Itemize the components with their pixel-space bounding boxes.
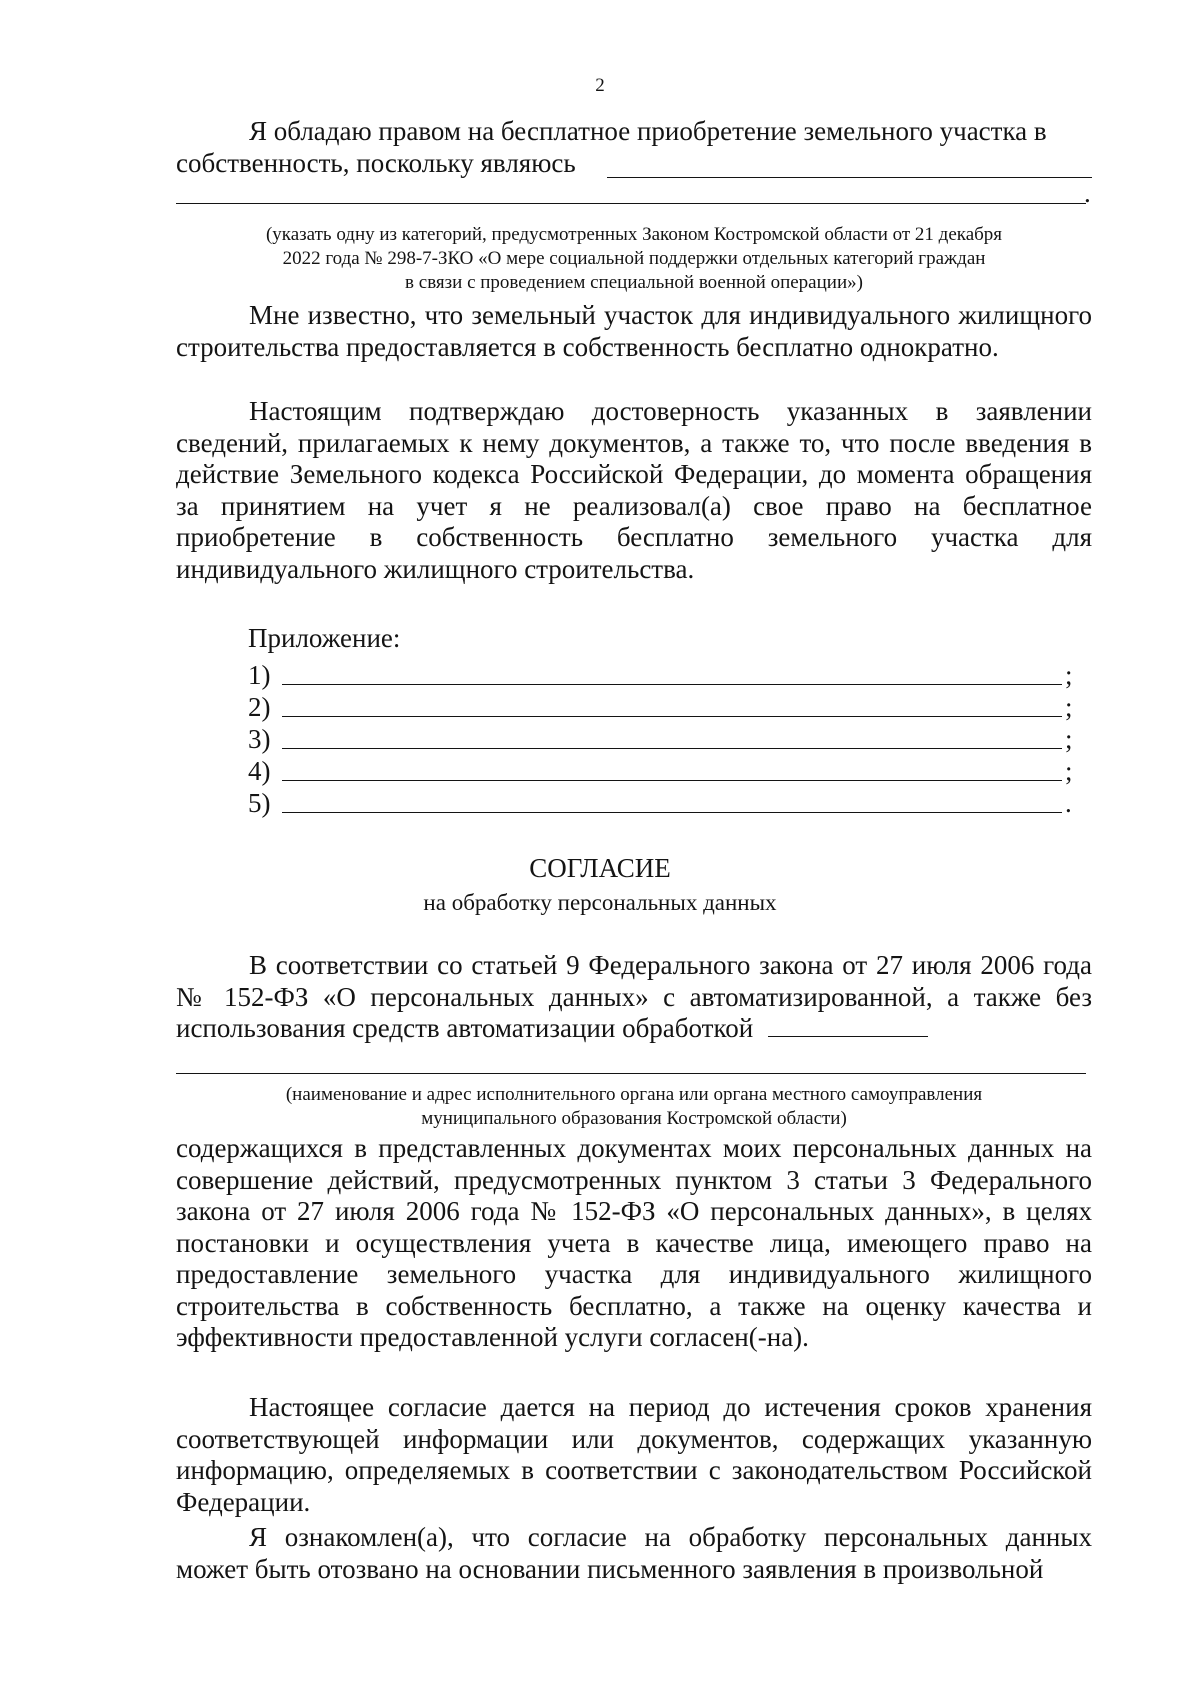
category-note-line-3: в связи с проведением специальной военной операции») (405, 272, 863, 293)
attachment-punct: ; (1065, 660, 1073, 690)
authority-note (176, 1083, 1092, 1131)
consent-title: СОГЛАСИЕ (529, 853, 671, 883)
attachment-row-3 (248, 724, 1078, 755)
authority-blank-1[interactable] (768, 1014, 928, 1037)
paragraph-once-only: Мне известно, что земельный участок для индивидуального жилищного строительства предоставляется в собственность бесплатно однократно. (176, 300, 1092, 362)
authority-blank-2[interactable] (176, 1073, 1086, 1074)
attachment-row-1 (248, 660, 1078, 691)
attachment-row-4 (248, 756, 1078, 787)
attachment-number: 1) (248, 660, 271, 690)
consent-paragraph-3: Настоящее согласие дается на период до истечения сроков хранения соответствующей информации или документов, содержащих указанную информацию, определяемых в соответствии с законодательством Российской Федерации. (176, 1392, 1092, 1517)
paragraph-confirmation: Настоящим подтверждаю достоверность указанных в заявлении сведений, прилагаемых к нему документов, а также то, что после введения в действие Земельного кодекса Российской Федерации, до момента обращения за принятием на учет я не реализовал(а) свое право на бесплатное приобретение в собственность бесплатно земельного участка для индивидуального жилищного строительства. (176, 396, 1092, 584)
attachment-row-2 (248, 692, 1078, 723)
consent-paragraph-1 (176, 950, 1092, 1045)
attachment-blank[interactable] (282, 684, 1062, 685)
attachment-row-5 (248, 788, 1078, 819)
category-note-line-1: (указать одну из категорий, предусмотренных Законом Костромской области от 21 декабря (265, 224, 1003, 245)
consent-paragraph-2: содержащихся в представленных документах моих персональных данных на совершение действий, предусмотренных пунктом 3 статьи 3 Федерального закона от 27 июля 2006 года № 152-ФЗ «О персональных данных», в целях постановки и осуществления учета в качестве лица, имеющего право на предоставление земельного участка для индивидуального жилищного строительства в собственность бесплатно, а также на оценку качества и эффективности предоставленной услуги согласен(-на). (176, 1133, 1092, 1352)
attachment-blank[interactable] (282, 748, 1062, 749)
attachment-punct: ; (1065, 724, 1073, 754)
authority-note-line-2: муниципального образования Костромской области) (421, 1108, 847, 1129)
attachment-number: 2) (248, 692, 271, 722)
attachment-number: 3) (248, 724, 271, 754)
attachment-blank[interactable] (282, 716, 1062, 717)
consent-subtitle: на обработку персональных данных (423, 890, 777, 915)
authority-note-line-1: (наименование и адрес исполнительного органа или органа местного самоуправления (285, 1084, 983, 1105)
category-note (176, 223, 1092, 295)
attachment-number: 4) (248, 756, 271, 786)
attachment-punct: ; (1065, 692, 1073, 722)
intro-line-2: собственность, поскольку являюсь (176, 147, 576, 178)
category-blank-end: . (1084, 178, 1091, 208)
category-blank-1[interactable] (607, 155, 1092, 178)
intro-line-2-row (176, 148, 1092, 180)
attachments-title: Приложение: (248, 623, 401, 653)
attachment-punct: ; (1065, 756, 1073, 786)
intro-statement (176, 116, 1092, 179)
intro-line-1: Я обладаю правом на бесплатное приобретение земельного участка в (249, 116, 1047, 146)
attachment-blank[interactable] (282, 812, 1062, 813)
consent-paragraph-4: Я ознакомлен(а), что согласие на обработку персональных данных может быть отозвано на основании письменного заявления в произвольной (176, 1522, 1092, 1584)
attachment-number: 5) (248, 788, 271, 818)
consent-paragraph-1-text: В соответствии со статьей 9 Федерального закона от 27 июля 2006 года № 152-ФЗ «О персональных данных» с автоматизированной, а также без использования средств автоматизации обработкой (176, 950, 1092, 1043)
category-blank-2[interactable] (176, 203, 1086, 204)
attachment-blank[interactable] (282, 780, 1062, 781)
page-number: 2 (595, 75, 605, 96)
category-note-line-2: 2022 года № 298-7-ЗКО «О мере социальной поддержки отдельных категорий граждан (282, 248, 986, 269)
attachment-punct: . (1065, 788, 1072, 818)
